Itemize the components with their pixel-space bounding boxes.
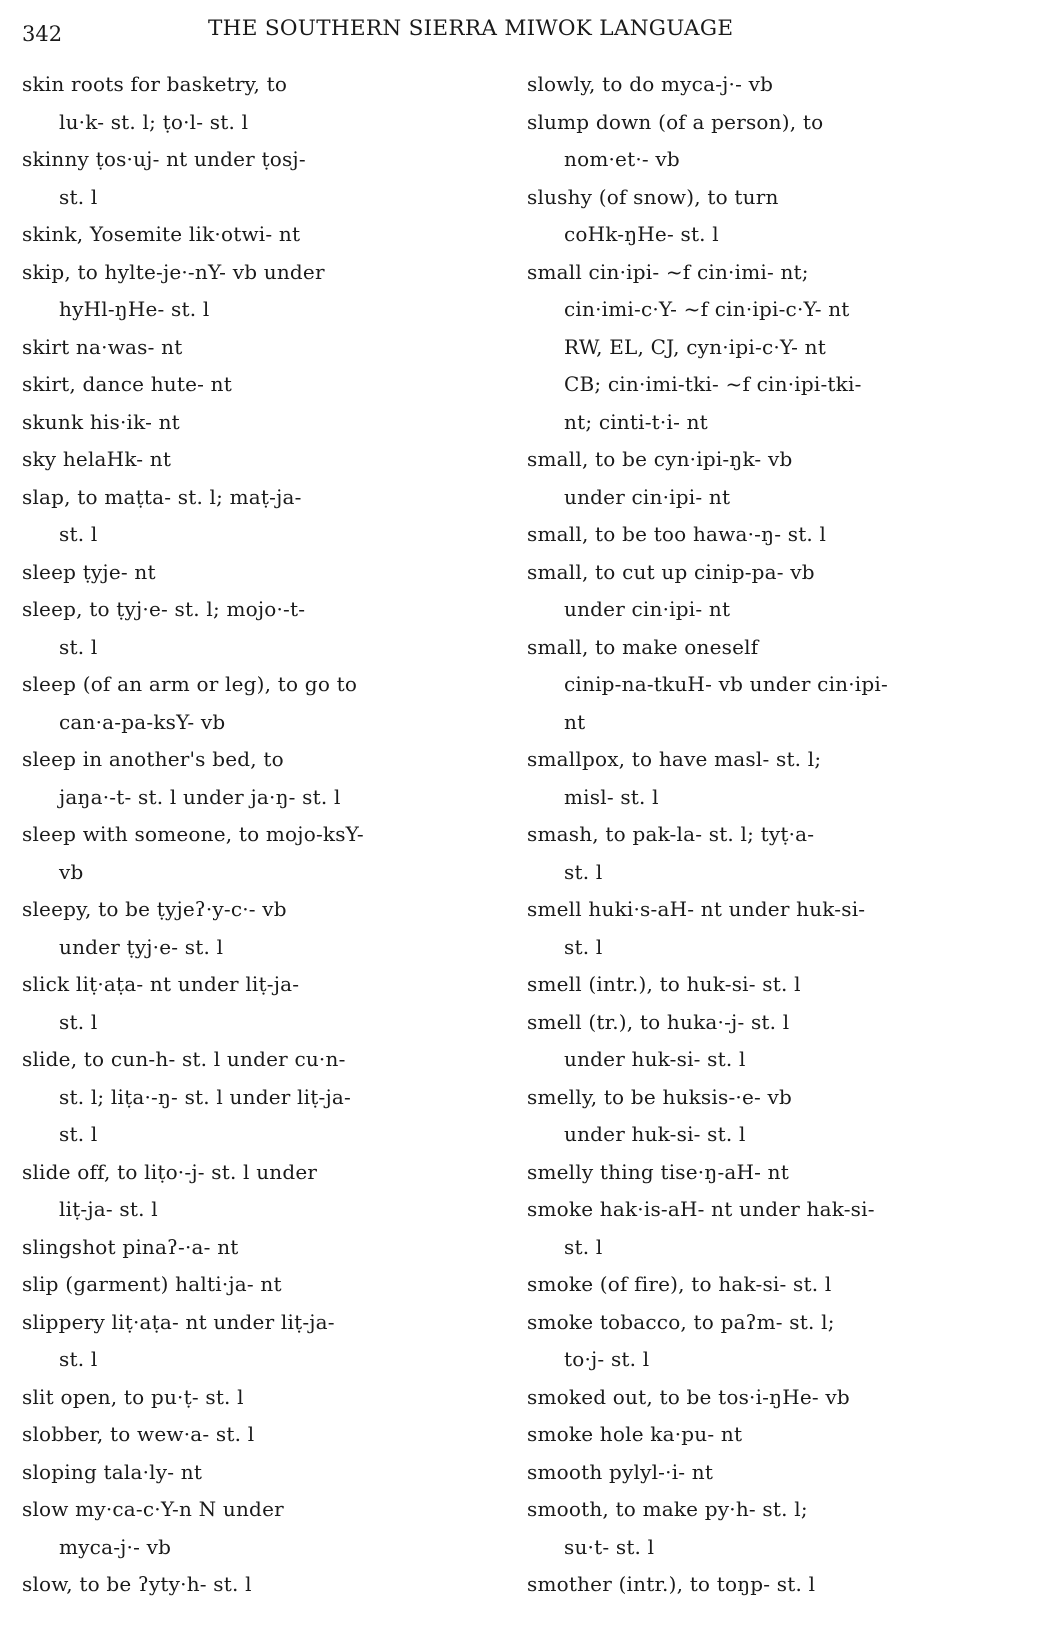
entry-line: slushy (of snow), to turn xyxy=(527,184,779,209)
entry-continuation-line: under huk-si- st. l xyxy=(564,1047,746,1071)
left-column xyxy=(22,66,492,1604)
entry-line: slow my·ca-c·Y-n N under xyxy=(22,1497,284,1521)
entry-continuation-line: cin·imi-c·Y- ~f cin·ipi-c·Y- nt xyxy=(564,297,850,321)
entry-line: smoke hak·is-aH- nt under hak-si- xyxy=(527,1197,875,1221)
entry-continuation-line: su·t- st. l xyxy=(564,1534,655,1559)
entry-line: sleep (of an arm or leg), to go to xyxy=(22,672,358,696)
entry-line: smelly, to be huksis-·e- vb xyxy=(527,1084,793,1109)
page-number: 342 xyxy=(22,22,63,46)
entry-continuation-line: st. l xyxy=(59,1009,98,1034)
entry-continuation-line: under huk-si- st. l xyxy=(564,1122,746,1146)
page-header xyxy=(22,8,1022,48)
entry-line: smother (intr.), to toŋp- st. l xyxy=(527,1572,816,1596)
entry-continuation-line: st. l xyxy=(59,522,98,546)
entry-line: slippery liṭ·aṭa- nt under liṭ-ja- xyxy=(22,1309,335,1334)
entry-line: slowly, to do myca-j·- vb xyxy=(527,72,774,96)
entry-line: small, to be too hawa·-ŋ- st. l xyxy=(527,522,827,546)
entry-continuation-line: to·j- st. l xyxy=(564,1347,650,1371)
entry-continuation-line: nom·et·- vb xyxy=(564,147,680,171)
entry-continuation-line: nt xyxy=(564,709,586,734)
entry-continuation-line: hyHl-ŋHe- st. l xyxy=(59,297,210,321)
entry-line: small cin·ipi- ~f cin·imi- nt; xyxy=(527,259,809,284)
entry-continuation-line: misl- st. l xyxy=(564,784,659,809)
entry-line: smoke tobacco, to paʔm- st. l; xyxy=(527,1309,835,1334)
entry-line: smell huki·s-aH- nt under huk-si- xyxy=(527,897,866,921)
entry-line: small, to cut up cinip-pa- vb xyxy=(527,559,815,584)
entry-continuation-line: st. l xyxy=(59,1347,98,1371)
entry-line: skin roots for basketry, to xyxy=(22,72,288,96)
entry-continuation-line: cinip-na-tkuH- vb under cin·ipi- xyxy=(564,672,888,696)
entry-continuation-line: st. l xyxy=(564,859,603,884)
entry-line: smallpox, to have masl- st. l; xyxy=(527,747,822,771)
entry-line: slick liṭ·aṭa- nt under liṭ-ja- xyxy=(22,972,300,996)
entry-continuation-line: st. l xyxy=(59,634,98,659)
entry-line: smooth, to make py·h- st. l; xyxy=(527,1497,808,1521)
entry-line: slump down (of a person), to xyxy=(527,109,824,134)
entry-line: smooth pylyl-·i- nt xyxy=(527,1459,714,1484)
entry-continuation-line: st. l xyxy=(564,1234,603,1259)
entry-line: small, to be cyn·ipi-ŋk- vb xyxy=(527,447,793,471)
entry-continuation-line: jaŋa·-t- st. l under ja·ŋ- st. l xyxy=(59,784,341,809)
entry-line: skinny ṭos·uj- nt under ṭosj- xyxy=(22,147,306,171)
entry-continuation-line: st. l xyxy=(59,184,98,209)
entry-line: sloping tala·ly- nt xyxy=(22,1459,203,1484)
entry-continuation-line: coHk-ŋHe- st. l xyxy=(564,222,719,246)
entry-line: slit open, to pu·ṭ- st. l xyxy=(22,1384,244,1409)
entry-line: slap, to maṭta- st. l; maṭ-ja- xyxy=(22,484,302,509)
entry-continuation-line: RW, EL, CJ, cyn·ipi-c·Y- nt xyxy=(564,334,826,359)
entry-continuation-line: CB; cin·imi-tki- ~f cin·ipi-tki- xyxy=(564,372,862,396)
entry-line: slobber, to wew·a- st. l xyxy=(22,1422,255,1446)
entry-continuation-line: under ṭyj·e- st. l xyxy=(59,934,224,959)
entry-line: sleep in another's bed, to xyxy=(22,747,284,771)
entry-line: sleep ṭyje- nt xyxy=(22,559,156,584)
entry-continuation-line: can·a-pa-ksY- vb xyxy=(59,709,226,734)
entry-line: smell (intr.), to huk-si- st. l xyxy=(527,972,801,996)
entry-line: skip, to hylte-je·-nY- vb under xyxy=(22,259,325,284)
entry-line: slingshot pinaʔ-·a- nt xyxy=(22,1234,239,1259)
entry-line: skunk his·ik- nt xyxy=(22,409,180,434)
entry-line: slide off, to liṭo·-j- st. l under xyxy=(22,1159,318,1184)
entry-continuation-line: st. l xyxy=(59,1122,98,1146)
entry-line: slip (garment) halti·ja- nt xyxy=(22,1272,282,1296)
entry-line: smoked out, to be tos·i-ŋHe- vb xyxy=(527,1384,850,1409)
entry-continuation-line: nt; cinti-t·i- nt xyxy=(564,409,708,434)
entry-continuation-line: myca-j·- vb xyxy=(59,1534,172,1559)
entry-continuation-line: st. l xyxy=(564,934,603,959)
right-column xyxy=(527,66,997,1604)
entry-line: sky helaHk- nt xyxy=(22,447,172,471)
running-title: THE SOUTHERN SIERRA MIWOK LANGUAGE xyxy=(208,16,734,41)
entry-line: skink, Yosemite lik·otwi- nt xyxy=(22,222,301,246)
entry-continuation-line: st. l; liṭa·-ŋ- st. l under liṭ-ja- xyxy=(59,1084,351,1109)
entry-continuation-line: under cin·ipi- nt xyxy=(564,484,731,509)
entry-line: sleepy, to be ṭyjeʔ·y-c·- vb xyxy=(22,897,287,921)
entry-continuation-line: under cin·ipi- nt xyxy=(564,597,731,621)
entry-line: smoke hole ka·pu- nt xyxy=(527,1422,743,1446)
entry-continuation-line: liṭ-ja- st. l xyxy=(59,1197,158,1221)
entry-line: smoke (of fire), to hak-si- st. l xyxy=(527,1272,832,1296)
entry-line: skirt na·was- nt xyxy=(22,334,183,359)
entry-line: smell (tr.), to huka·-j- st. l xyxy=(527,1009,790,1034)
entry-line: sleep, to ṭyj·e- st. l; mojo·-t- xyxy=(22,597,306,621)
entry-line: smelly thing tise·ŋ-aH- nt xyxy=(527,1159,789,1184)
entry-continuation-line: lu·k- st. l; ṭo·l- st. l xyxy=(59,109,249,134)
entry-line: slide, to cun-h- st. l under cu·n- xyxy=(22,1047,346,1071)
entry-line: small, to make oneself xyxy=(527,634,759,659)
entry-line: smash, to pak-la- st. l; tyṭ·a- xyxy=(527,822,815,846)
entry-line: slow, to be ʔyty·h- st. l xyxy=(22,1572,252,1596)
entry-line: skirt, dance hute- nt xyxy=(22,372,232,396)
entry-continuation-line: vb xyxy=(59,859,84,884)
entry-line: sleep with someone, to mojo-ksY- xyxy=(22,822,364,846)
